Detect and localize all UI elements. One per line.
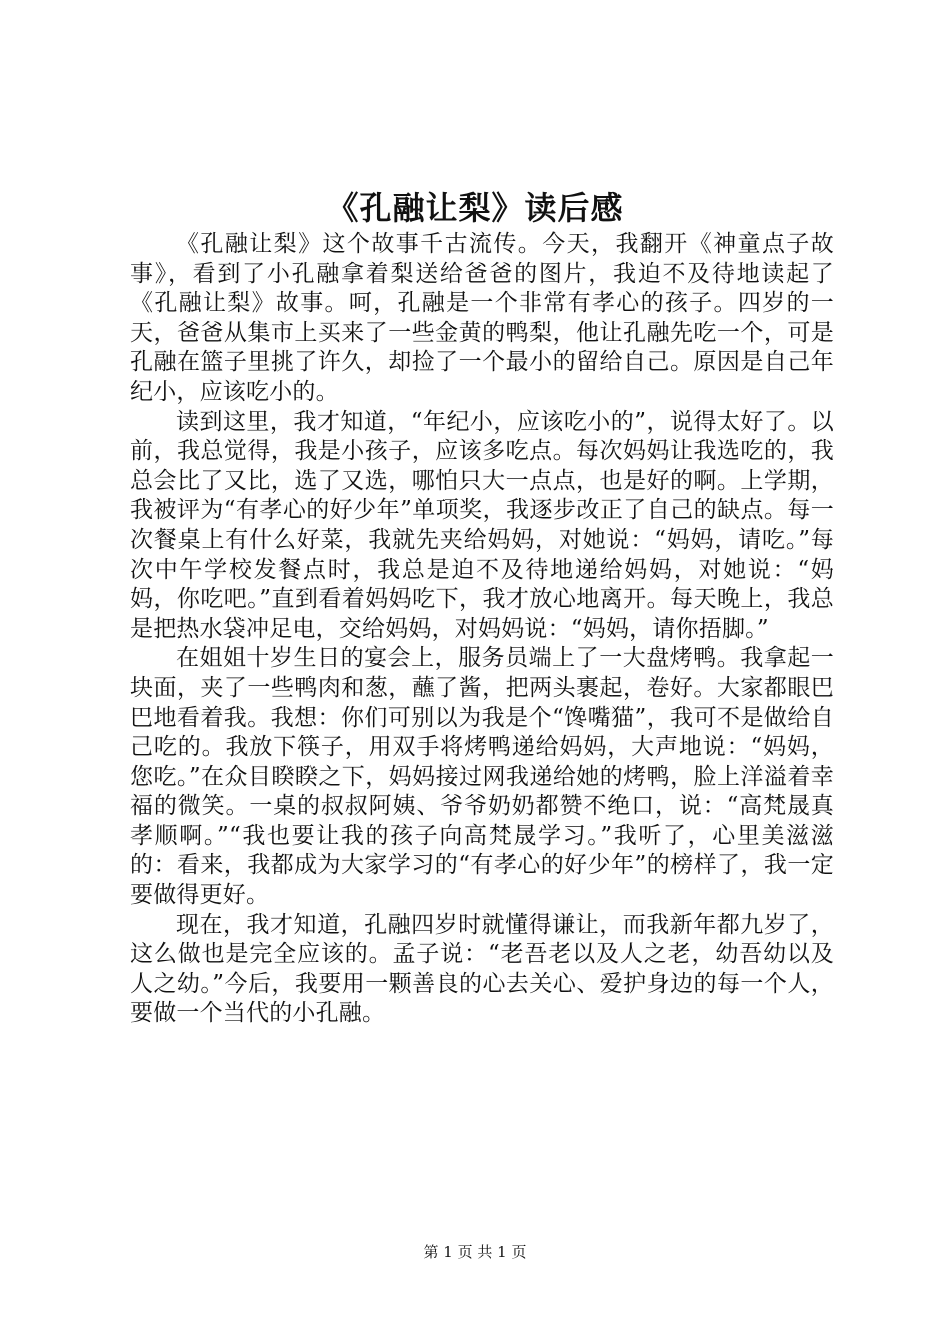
paragraph-1: 《孔融让梨》这个故事千古流传。今天，我翻开《神童点子故事》，看到了小孔融拿着梨送给爸爸的图片，我迫不及待地读起了《孔融让梨》故事。呵，孔融是一个非常有孝心的孩子。四岁的一天，爸爸从集市上买来了一些金黄的鸭梨，他让孔融先吃一个，可是孔融在篮子里挑了许久，却捡了一个最小的留给自己。原因是自己年纪小，应该吃小的。 xyxy=(130,231,834,405)
paragraph-3: 在姐姐十岁生日的宴会上，服务员端上了一大盘烤鸭。我拿起一块面，夹了一些鸭肉和葱，蘸了酱，把两头裹起，卷好。大家都眼巴巴地看着我。我想：你们可别以为我是个“馋嘴猫”，我可不是做给自己吃的。我放下筷子，用双手将烤鸭递给妈妈，大声地说：“妈妈，您吃。”在众目睽睽之下，妈妈接过网我递给她的烤鸭，脸上洋溢着幸福的微笑。一桌的叔叔阿姨、爷爷奶奶都赞不绝口，说：“高梵晟真孝顺啊。”“我也要让我的孩子向高梵晟学习。”我听了，心里美滋滋的：看来，我都成为大家学习的“有孝心的好少年”的榜样了，我一定要做得更好。 xyxy=(130,645,834,909)
paragraph-4: 现在，我才知道，孔融四岁时就懂得谦让，而我新年都九岁了，这么做也是完全应该的。孟子说：“老吾老以及人之老，幼吾幼以及人之幼。”今后，我要用一颗善良的心去关心、爱护身边的每一个人，要做一个当代的小孔融。 xyxy=(130,911,834,1027)
document-body xyxy=(130,230,834,1029)
document-title: 《孔融让梨》读后感 xyxy=(326,189,624,227)
page-number-footer: 第 1 页 共 1 页 xyxy=(423,1243,527,1261)
paragraph-2: 读到这里，我才知道，“年纪小，应该吃小的”，说得太好了。以前，我总觉得，我是小孩子，应该多吃点。每次妈妈让我选吃的，我总会比了又比，选了又选，哪怕只大一点点，也是好的啊。上学期，我被评为“有孝心的好少年”单项奖，我逐步改正了自己的缺点。每一次餐桌上有什么好菜，我就先夹给妈妈，对她说：“妈妈，请吃。”每次中午学校发餐点时，我总是迫不及待地递给妈妈，对她说：“妈妈，你吃吧。”直到看着妈妈吃下，我才放心地离开。每天晚上，我总是把热水袋冲足电，交给妈妈，对妈妈说：“妈妈，请你捂脚。” xyxy=(130,408,834,642)
